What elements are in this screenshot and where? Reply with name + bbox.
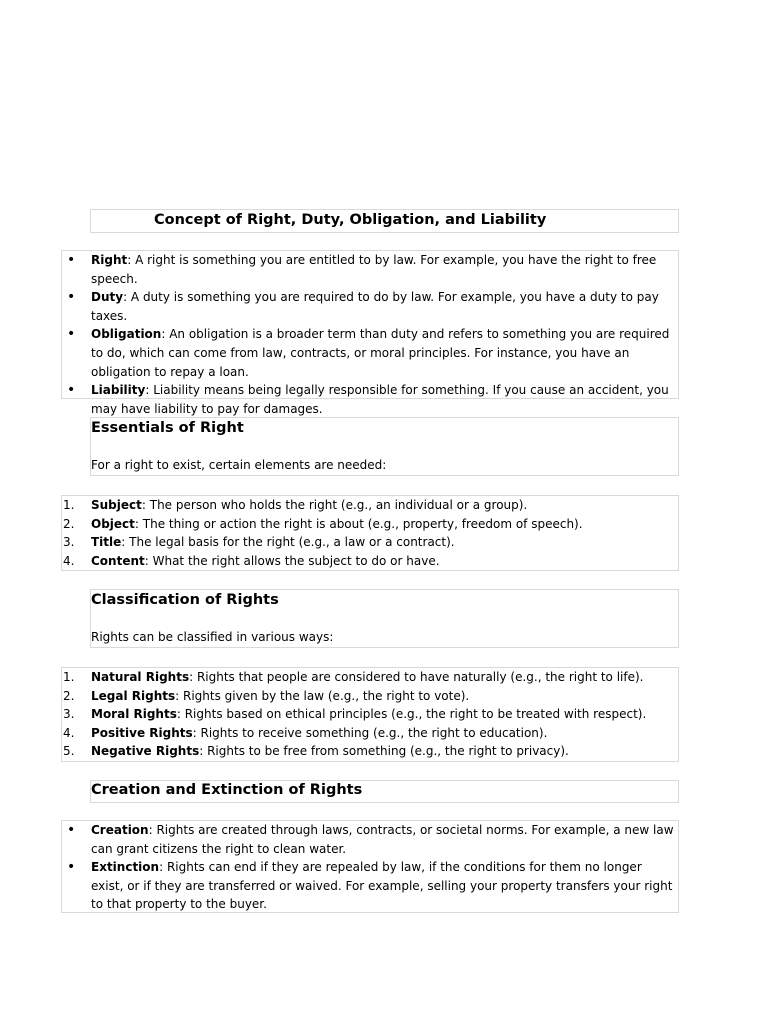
- essentials-list: [63, 496, 677, 570]
- definition: : The person who holds the right (e.g., an individual or a group).: [141, 498, 528, 512]
- term: Liability: [91, 383, 146, 398]
- bullet-icon: •: [67, 382, 76, 399]
- definition: : Rights are created through laws, contracts, or societal norms. For example, a new law can grant citizens the right to clean water.: [91, 823, 674, 856]
- definition: : The thing or action the right is about (e.g., property, freedom of speech).: [134, 516, 583, 531]
- list-item: [63, 515, 677, 534]
- item-number: 2.: [63, 688, 75, 703]
- definition: : A duty is something you are required to do by law. For example, you have a duty to pay taxes.: [91, 290, 659, 323]
- term: Positive Rights: [91, 725, 193, 740]
- definition: : What the right allows the subject to do or have.: [144, 553, 440, 568]
- definition: : Liability means being legally responsible for something. If you cause an accident, you may have liability to pay for damages.: [91, 383, 669, 416]
- list-item: [63, 724, 677, 743]
- classification-heading: Classification of Rights: [91, 592, 279, 608]
- concepts-list: [67, 251, 677, 418]
- list-item: [67, 821, 677, 858]
- term: Title: [91, 535, 122, 550]
- term: Content: [91, 553, 145, 568]
- page-title: Concept of Right, Duty, Obligation, and Liability: [154, 212, 547, 228]
- definition: : Rights to be free from something (e.g., the right to privacy).: [199, 744, 569, 759]
- definition: : A right is something you are entitled to by law. For example, you have the right to free speech.: [91, 253, 657, 286]
- definition: : Rights based on ethical principles (e.g., the right to be treated with respect).: [176, 707, 647, 722]
- creation-heading: Creation and Extinction of Rights: [91, 782, 363, 798]
- essentials-intro: For a right to exist, certain elements are needed:: [91, 458, 387, 472]
- item-number: 4.: [63, 725, 75, 740]
- definition: : Rights to receive something (e.g., the right to education).: [192, 725, 548, 740]
- definition: : Rights that people are considered to have naturally (e.g., the right to life).: [189, 670, 644, 684]
- term: Creation: [91, 823, 149, 837]
- classification-list: [63, 668, 677, 761]
- definition: : An obligation is a broader term than duty and refers to something you are required to do, which can come from law, contracts, or moral principles. For instance, you have an obligation to repay a loan.: [91, 327, 670, 379]
- term: Natural Rights: [91, 670, 190, 684]
- list-item: [67, 251, 677, 288]
- list-item: [63, 496, 677, 515]
- bullet-icon: •: [67, 859, 76, 876]
- item-number: 4.: [63, 553, 75, 568]
- list-item: [63, 705, 677, 724]
- classification-intro: Rights can be classified in various ways:: [91, 630, 334, 644]
- term: Negative Rights: [91, 744, 200, 759]
- creation-list: [67, 821, 677, 914]
- list-item: [67, 288, 677, 325]
- bullet-icon: •: [67, 326, 76, 343]
- list-item: [63, 533, 677, 552]
- bullet-icon: •: [67, 252, 76, 268]
- definition: : Rights can end if they are repealed by law, if the conditions for them no longer exist, or if they are transferred or waived. For example, selling your property transfers your right to that property to the buyer.: [91, 860, 673, 912]
- list-item: [63, 742, 677, 761]
- list-item: [63, 552, 677, 571]
- term: Obligation: [91, 327, 162, 342]
- definition: : The legal basis for the right (e.g., a law or a contract).: [121, 535, 455, 550]
- item-number: 2.: [63, 516, 75, 531]
- essentials-heading: Essentials of Right: [91, 420, 244, 436]
- term: Subject: [91, 498, 142, 512]
- term: Legal Rights: [91, 688, 176, 703]
- list-item: [67, 381, 677, 418]
- list-item: [67, 858, 677, 914]
- item-number: 5.: [63, 744, 75, 759]
- bullet-icon: •: [67, 822, 76, 838]
- item-number: 1.: [63, 670, 75, 684]
- term: Right: [91, 253, 128, 267]
- term: Object: [91, 516, 135, 531]
- list-item: [63, 668, 677, 687]
- item-number: 3.: [63, 535, 75, 550]
- definition: : Rights given by the law (e.g., the right to vote).: [175, 688, 470, 703]
- list-item: [63, 687, 677, 706]
- item-number: 3.: [63, 707, 75, 722]
- term: Duty: [91, 290, 124, 305]
- term: Moral Rights: [91, 707, 177, 722]
- list-item: [67, 325, 677, 381]
- item-number: 1.: [63, 498, 75, 512]
- term: Extinction: [91, 860, 160, 875]
- bullet-icon: •: [67, 289, 76, 306]
